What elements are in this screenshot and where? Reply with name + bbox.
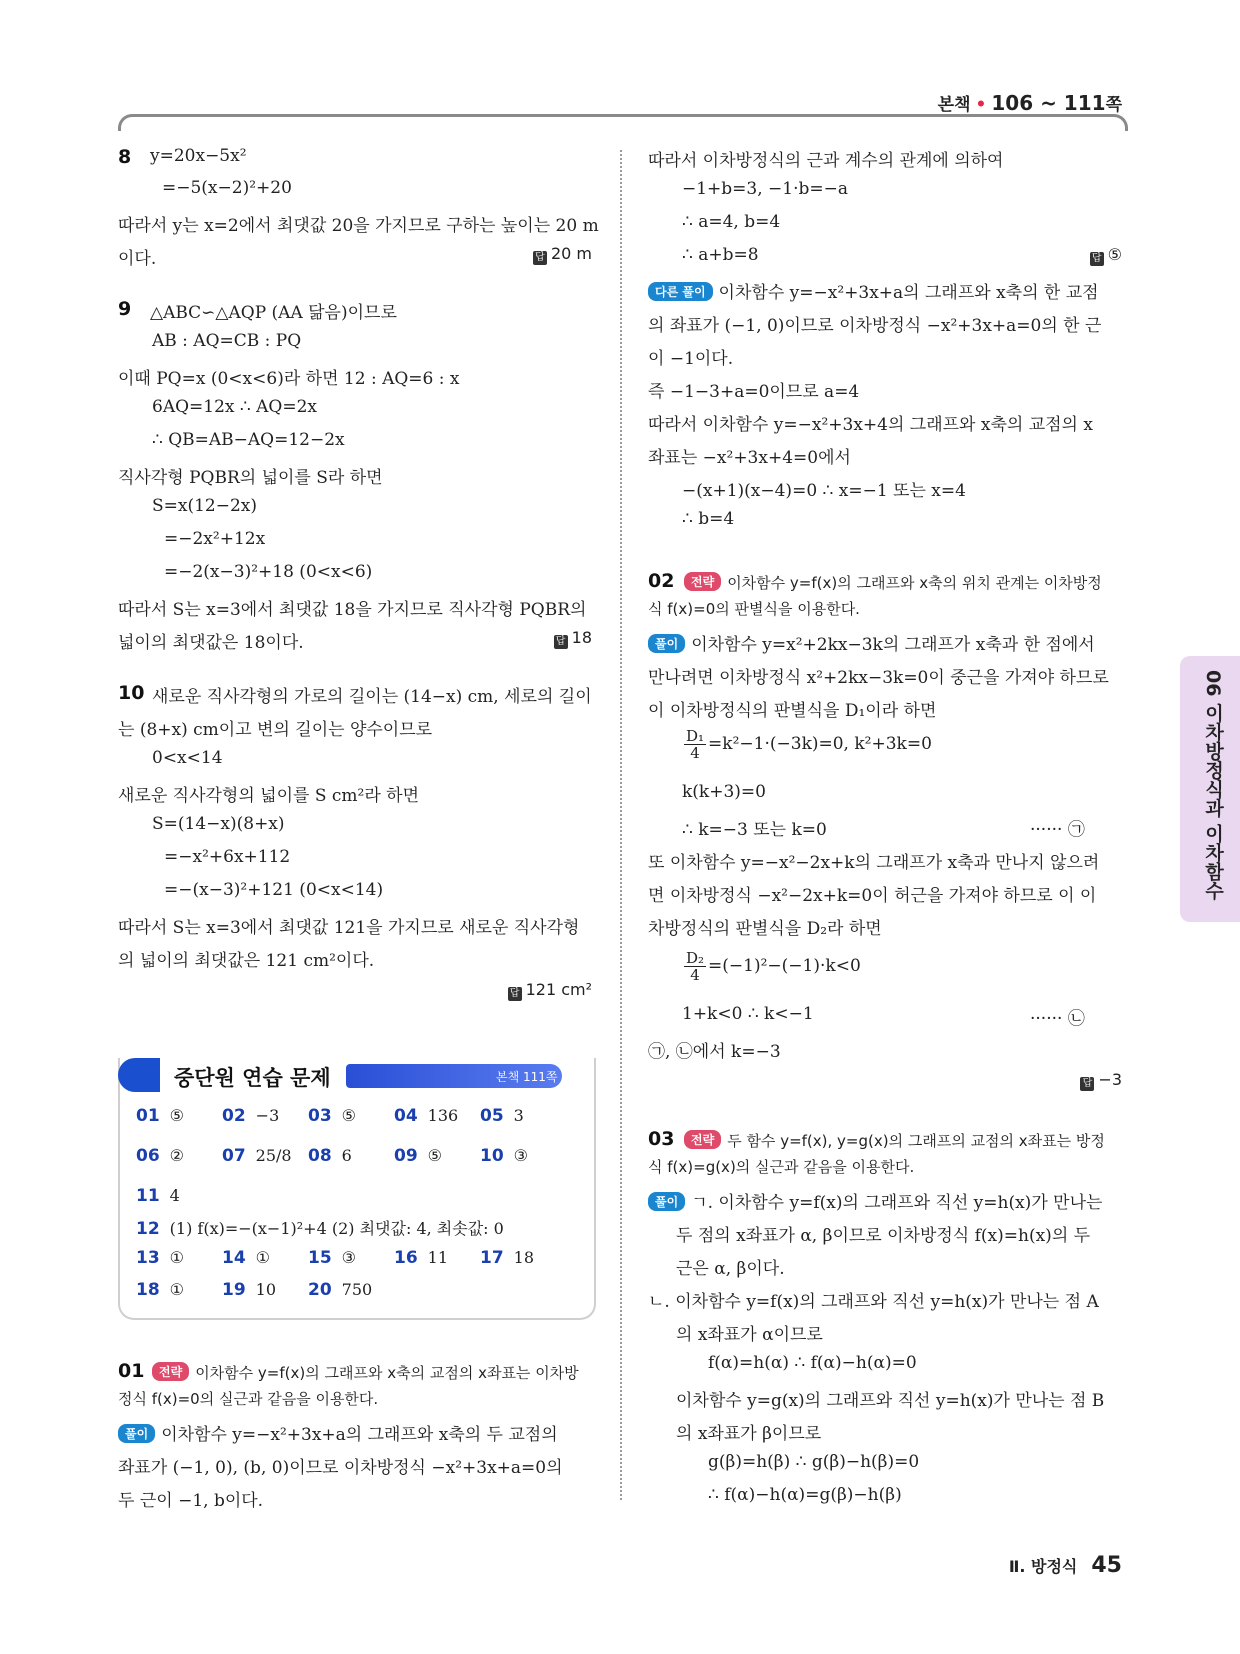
fraction-denominator: 4 [690,744,700,762]
answer-item-value: ② [169,1146,185,1165]
answer-item-12 [136,1216,504,1239]
page-number: 45 [1091,1553,1122,1578]
answer-item-value: 18 [513,1248,535,1267]
answer-item-value: (1) f(x)=−(x−1)²+4 (2) 최댓값: 4, 최솟값: 0 [169,1219,504,1238]
answer-item-14 [222,1248,270,1268]
answer-item-number: 09 [394,1146,418,1166]
answer-item-number: 18 [136,1280,160,1300]
text-line: 이 −1이다. [648,349,734,369]
math-line: f(α)=h(α) ∴ f(α)−h(α)=0 [708,1353,917,1373]
text-line: 따라서 이차방정식의 근과 계수의 관계에 의하여 [648,151,1004,171]
math-line: =−2x²+12x [164,529,266,549]
chapter-tab-label: 06 이차방정식과 이차함수 [1202,670,1224,900]
answer-item-value: ⑤ [169,1106,185,1125]
answer-value: 20 m [550,244,592,263]
section-title: 중단원 연습 문제 [174,1066,331,1090]
math-line: =−5(x−2)²+20 [162,178,292,198]
answer-item-number: 15 [308,1248,332,1268]
column-divider [620,150,622,1500]
answer-item-18 [136,1280,184,1300]
answer-item-02 [222,1106,279,1126]
answer-value: ⑤ [1107,245,1122,264]
answer-item-04 [394,1106,458,1126]
text-line: 새로운 직사각형의 넓이를 S cm²라 하면 [118,786,420,806]
answer-icon: 답 [1090,252,1104,266]
top-rule [118,114,1128,131]
text-line: 직사각형 PQBR의 넓이를 S라 하면 [118,468,383,488]
math-line: −(x+1)(x−4)=0 ∴ x=−1 또는 x=4 [682,481,966,501]
text-line: 따라서 y는 x=2에서 최댓값 20을 가지므로 구하는 높이는 20 m [118,216,599,236]
answer-item-09 [394,1146,442,1166]
text-line: ㄱ. 이차함수 y=f(x)의 그래프와 직선 y=h(x)가 만나는 [691,1193,1103,1213]
marker: ······ ㉡ [1030,1009,1085,1029]
math-text: =(−1)²−(−1)·k<0 [708,956,861,976]
text-line: 넓이의 최댓값은 18이다. [118,633,304,653]
problem-number: 8 [118,146,132,168]
answer-value: −3 [1098,1070,1122,1089]
math-line: ∴ f(α)−h(α)=g(β)−h(β) [708,1485,902,1505]
answer-item-number: 16 [394,1248,418,1268]
answer-item-19 [222,1280,276,1300]
answer-item-number: 20 [308,1280,332,1300]
answer-item-number: 19 [222,1280,246,1300]
answer-item-number: 14 [222,1248,246,1268]
text-line: 두 점의 x좌표가 α, β이므로 이차방정식 f(x)=h(x)의 두 [676,1226,1091,1246]
answer-item-number: 17 [480,1248,504,1268]
answer-item-value: ① [169,1248,185,1267]
text-line: 두 근이 −1, b이다. [118,1491,264,1511]
answer-item-number: 02 [222,1106,246,1126]
answer-item-13 [136,1248,184,1268]
text-line: 이 이차방정식의 판별식을 D₁이라 하면 [648,701,937,721]
answer [1090,245,1122,266]
answer-item-value: 4 [169,1186,180,1205]
answer-item-10 [480,1146,528,1166]
header-unit: 쪽 [1105,95,1122,115]
math-line: ∴ QB=AB−AQ=12−2x [152,430,345,450]
text-line: 이차함수 y=x²+2kx−3k의 그래프가 x축과 한 점에서 [691,635,1095,655]
math-line: 1+k<0 ∴ k<−1 [682,1004,814,1024]
answer-item-value: ③ [341,1248,357,1267]
math-line: ∴ k=−3 또는 k=0 [682,820,827,840]
text-line: 좌표가 (−1, 0), (b, 0)이므로 이차방정식 −x²+3x+a=0의 [118,1458,563,1478]
answer-item-number: 10 [480,1146,504,1166]
answer-item-16 [394,1248,448,1268]
fraction-numerator: D₂ [686,949,705,967]
math-line: =−x²+6x+112 [164,847,291,867]
math-line: ∴ a+b=8 [682,245,759,265]
text-line: 이차함수 y=−x²+3x+a의 그래프와 x축의 한 교점 [718,283,1099,303]
solution-tag: 풀이 [648,1192,685,1211]
strategy-text: 두 함수 y=f(x), y=g(x)의 그래프의 교점의 x좌표는 방정 [727,1132,1105,1150]
strategy-text: 정식 f(x)=0의 실근과 같음을 이용한다. [118,1390,379,1408]
strategy-tag: 전략 [684,1130,721,1149]
math-line: =−2(x−3)²+18 (0<x<6) [164,562,373,582]
text-line: 차방정식의 판별식을 D₂라 하면 [648,919,882,939]
answer-item-17 [480,1248,534,1268]
text-line: 즉 −1−3+a=0이므로 a=4 [648,382,860,402]
math-line: k(k+3)=0 [682,782,766,802]
fraction-denominator: 4 [690,966,700,984]
answer-item-number: 06 [136,1146,160,1166]
answer-item-value: ① [255,1248,271,1267]
page-header [938,90,1122,115]
strategy-text: 이차함수 y=f(x)의 그래프와 x축의 교점의 x좌표는 이차방 [195,1364,579,1382]
answer [1080,1070,1122,1091]
section-header [118,1058,594,1094]
answer-item-value: ① [169,1280,185,1299]
text-line: 는 (8+x) cm이고 변의 길이는 양수이므로 [118,720,433,740]
math-line: −1+b=3, −1·b=−a [682,179,849,199]
answer [508,980,592,1001]
text-line: 의 좌표가 (−1, 0)이므로 이차방정식 −x²+3x+a=0의 한 근 [648,316,1102,336]
text-line: 면 이차방정식 −x²−2x+k=0이 허근을 가져야 하므로 이 이 [648,886,1097,906]
math-line: S=(14−x)(8+x) [152,814,285,834]
strategy-tag: 전략 [684,572,721,591]
answer [554,628,592,649]
answer-item-number: 01 [136,1106,160,1126]
text-line: 또 이차함수 y=−x²−2x+k의 그래프가 x축과 만나지 않으려 [648,853,1100,873]
footer-chapter: Ⅱ. 방정식 [1008,1557,1078,1576]
strategy-tag: 전략 [152,1362,189,1381]
text-line: 만나려면 이차방정식 x²+2kx−3k=0이 중근을 가져야 하므로 [648,668,1109,688]
answer-item-number: 11 [136,1186,160,1206]
text-line: ㉠, ㉡에서 k=−3 [648,1042,781,1062]
math-line: AB : AQ=CB : PQ [152,331,302,351]
answer-item-number: 07 [222,1146,246,1166]
chapter-side-tab[interactable] [1180,656,1240,922]
answer [533,244,592,265]
solution-line [648,1188,1102,1213]
answer-item-01 [136,1106,184,1126]
math-line: y=20x−5x² [150,146,247,166]
answer-item-value: 25/8 [255,1146,292,1165]
answer-item-value: ⑤ [341,1106,357,1125]
answer-item-value: 750 [341,1280,373,1299]
problem-number: 02 [648,570,675,592]
fraction [684,950,706,983]
answer-item-07 [222,1146,292,1166]
math-line: 0<x<14 [152,748,223,768]
answer-value: 18 [571,628,592,647]
strategy-line [684,1130,1105,1151]
answer-item-number: 13 [136,1248,160,1268]
text-line: 따라서 S는 x=3에서 최댓값 121을 가지므로 새로운 직사각형 [118,918,580,938]
text-line: 의 x좌표가 β이므로 [676,1424,822,1444]
header-range: 106 ~ 111 [991,91,1106,115]
marker: ······ ㉠ [1030,820,1085,840]
math-line: 6AQ=12x ∴ AQ=2x [152,397,317,417]
text-line: 이때 PQ=x (0<x<6)라 하면 12 : AQ=6 : x [118,369,460,389]
math-line [682,950,861,983]
text-line: ㄴ. 이차함수 y=f(x)의 그래프와 직선 y=h(x)가 만나는 점 A [648,1292,1099,1312]
answer-item-06 [136,1146,184,1166]
math-line: g(β)=h(β) ∴ g(β)−h(β)=0 [708,1452,920,1472]
solution-line [648,630,1095,655]
text-line: 이차함수 y=−x²+3x+a의 그래프와 x축의 두 교점의 [161,1425,558,1445]
answer-item-value: ⑤ [427,1146,443,1165]
math-line: S=x(12−2x) [152,496,258,516]
answer-item-08 [308,1146,352,1166]
text-line: 의 x좌표가 α이므로 [676,1325,823,1345]
text-line: 따라서 이차함수 y=−x²+3x+4의 그래프와 x축의 교점의 x [648,415,1093,435]
problem-number: 10 [118,682,145,704]
answer-item-value: ③ [513,1146,529,1165]
text-line: 이다. [118,249,157,269]
answer-item-value: 11 [427,1248,449,1267]
alt-solution-line [648,278,1099,303]
answer-icon: 답 [554,635,568,649]
answer-icon: 답 [1080,1077,1094,1091]
problem-number: 01 [118,1360,145,1382]
math-line: =−(x−3)²+121 (0<x<14) [164,880,384,900]
text-line: 이차함수 y=g(x)의 그래프와 직선 y=h(x)가 만나는 점 B [676,1391,1105,1411]
text-line: 좌표는 −x²+3x+4=0에서 [648,448,851,468]
section-pill-icon [118,1058,160,1092]
answer-icon: 답 [508,987,522,1001]
math-text: =k²−1·(−3k)=0, k²+3k=0 [708,734,932,754]
bullet-icon: • [975,95,987,115]
solution-tag: 풀이 [648,634,685,653]
problem-number: 03 [648,1128,675,1150]
text-line: 의 넓이의 최댓값은 121 cm²이다. [118,951,375,971]
section-ref[interactable]: 본책 111쪽 [496,1070,558,1084]
solution-line [118,1420,558,1445]
strategy-text: 이차함수 y=f(x)의 그래프와 x축의 위치 관계는 이차방정 [727,574,1102,592]
answer-item-value: −3 [255,1106,280,1125]
answer-item-value: 3 [513,1106,524,1125]
text-line: 근은 α, β이다. [676,1259,785,1279]
answer-item-number: 04 [394,1106,418,1126]
math-line: ∴ a=4, b=4 [682,212,781,232]
answer-item-number: 08 [308,1146,332,1166]
text-line: 따라서 S는 x=3에서 최댓값 18을 가지므로 직사각형 PQBR의 [118,600,587,620]
answer-value: 121 cm² [525,980,592,999]
answer-item-value: 136 [427,1106,459,1125]
page-footer [1009,1553,1122,1578]
fraction-numerator: D₁ [686,727,705,745]
math-line [682,728,932,761]
solution-tag: 풀이 [118,1424,155,1443]
answer-item-15 [308,1248,356,1268]
answer-item-05 [480,1106,524,1126]
alt-solution-tag: 다른 풀이 [648,282,713,301]
text-line: △ABC∽△AQP (AA 닮음)이므로 [150,303,397,323]
header-book: 본책 [937,95,971,115]
problem-number: 9 [118,298,132,320]
fraction [684,728,706,761]
strategy-line [152,1362,579,1383]
answer-item-20 [308,1280,372,1300]
math-line: ∴ b=4 [682,509,735,529]
answer-icon: 답 [533,251,547,265]
answer-item-03 [308,1106,356,1126]
strategy-line [684,572,1102,593]
text-line: 새로운 직사각형의 가로의 길이는 (14−x) cm, 세로의 길이 [152,687,592,707]
answer-item-number: 05 [480,1106,504,1126]
answer-item-value: 10 [255,1280,277,1299]
answer-item-number: 03 [308,1106,332,1126]
strategy-text: 식 f(x)=0의 판별식을 이용한다. [648,600,860,618]
answer-item-number: 12 [136,1219,160,1239]
answer-item-value: 6 [341,1146,352,1165]
answer-item-11 [136,1186,180,1206]
strategy-text: 식 f(x)=g(x)의 실근과 같음을 이용한다. [648,1158,915,1176]
